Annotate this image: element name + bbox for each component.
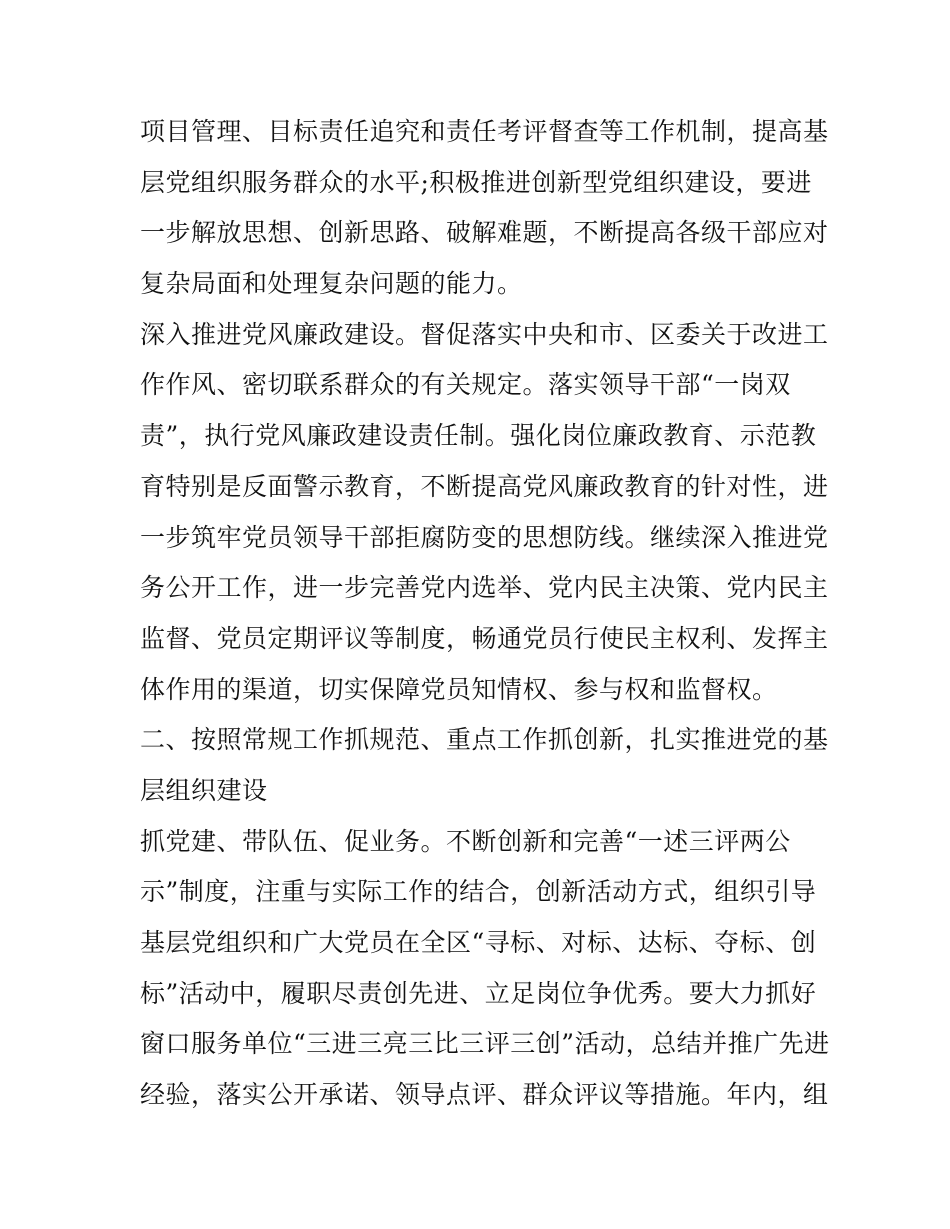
section-heading: 层组织建设 (140, 775, 268, 805)
text-line: 层党组织服务群众的水平;积极推进创新型党组织建设，要进 (140, 167, 812, 197)
section-heading: 二、按照常规工作抓规范、重点工作抓创新，扎实推进党的基 (140, 725, 829, 755)
text-line: 示”制度，注重与实际工作的结合，创新活动方式，组织引导 (140, 877, 817, 907)
text-line: 责”，执行党风廉政建设责任制。强化岗位廉政教育、示范教 (140, 421, 817, 451)
text-line: 抓党建、带队伍、促业务。不断创新和完善“一述三评两公 (140, 826, 791, 856)
document-body (140, 107, 830, 1121)
text-line: 深入推进党风廉政建设。督促落实中央和市、区委关于改进工 (140, 319, 829, 349)
text-line: 体作用的渠道，切实保障党员知情权、参与权和监督权。 (140, 674, 778, 704)
text-line: 务公开工作，进一步完善党内选举、党内民主决策、党内民主 (140, 573, 829, 603)
text-line: 育特别是反面警示教育，不断提高党风廉政教育的针对性，进 (140, 471, 829, 501)
text-line: 标”活动中，履职尽责创先进、立足岗位争优秀。要大力抓好 (140, 978, 817, 1008)
text-line: 基层党组织和广大党员在全区“寻标、对标、达标、夺标、创 (140, 928, 817, 957)
text-line: 作作风、密切联系群众的有关规定。落实领导干部“一岗双 (140, 370, 791, 400)
text-line: 一步解放思想、创新思路、破解难题，不断提高各级干部应对 (140, 218, 829, 248)
text-line: 复杂局面和处理复杂问题的能力。 (140, 269, 523, 299)
text-line: 窗口服务单位“三进三亮三比三评三创”活动，总结并推广先进 (140, 1029, 830, 1059)
text-line: 监督、党员定期评议等制度，畅通党员行使民主权利、发挥主 (140, 623, 829, 653)
text-line: 一步筑牢党员领导干部拒腐防变的思想防线。继续深入推进党 (140, 522, 829, 552)
text-line: 项目管理、目标责任追究和责任考评督查等工作机制，提高基 (140, 117, 829, 146)
text-line: 经验，落实公开承诺、领导点评、群众评议等措施。年内，组 (140, 1080, 829, 1110)
